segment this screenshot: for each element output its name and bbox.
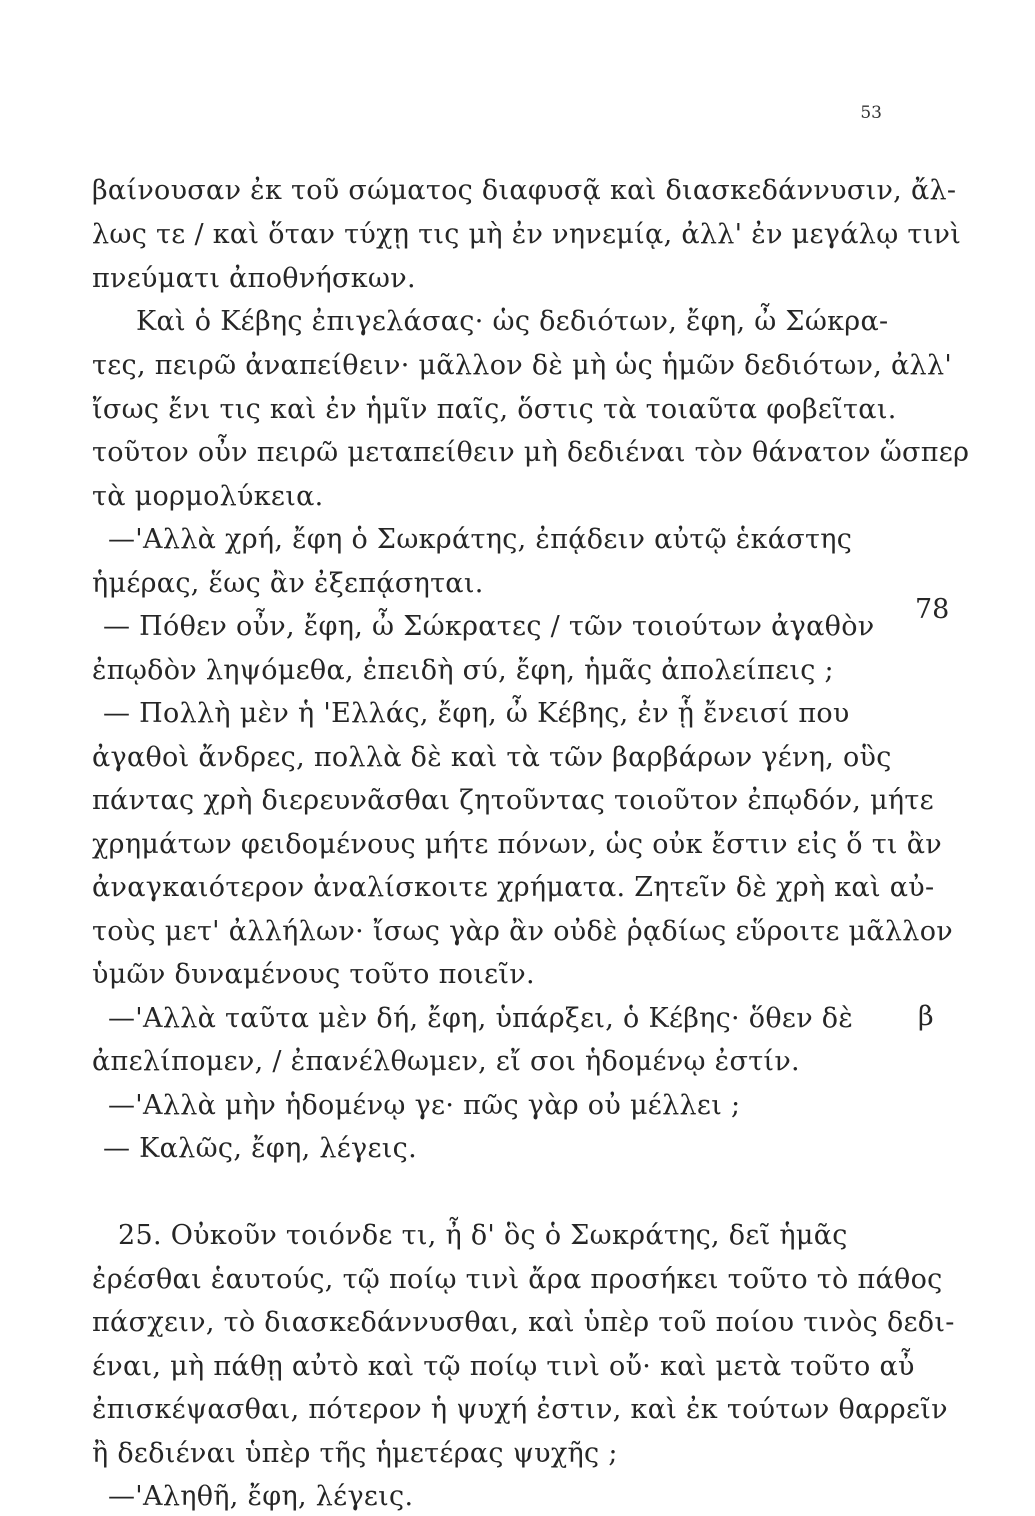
text-line: —'Αλλὰ μὴν ἡδομένῳ γε· πῶς γὰρ οὐ μέλλει ; (108, 1090, 741, 1121)
text-line: λως τε / καὶ ὅταν τύχῃ τις μὴ ἐν νηνεμίᾳ, ἀλλ' ἐν μεγάλῳ τινὶ (92, 219, 962, 250)
text-line: τοῦτον οὖν πειρῶ μεταπείθειν μὴ δεδιέναι τὸν θάνατον ὥσπερ (92, 437, 970, 468)
text-line: πνεύματι ἀποθνήσκων. (92, 263, 416, 294)
text-line: ἢ δεδιέναι ὑπὲρ τῆς ἡμετέρας ψυχῆς ; (92, 1438, 618, 1469)
text-line: — Καλῶς, ἔφη, λέγεις. (103, 1133, 417, 1164)
margin-section-marker-beta: β (918, 1001, 934, 1032)
text-line: ἀγαθοὶ ἄνδρες, πολλὰ δὲ καὶ τὰ τῶν βαρβάρων γένη, οὓς (92, 742, 892, 773)
text-line: —'Αληθῆ, ἔφη, λέγεις. (108, 1481, 414, 1512)
text-line: ἐπισκέψασθαι, πότερον ἡ ψυχή ἐστιν, καὶ ἐκ τούτων θαρρεῖν (92, 1394, 948, 1425)
text-line: τες, πειρῶ ἀναπείθειν· μᾶλλον δὲ μὴ ὡς ἡμῶν δεδιότων, ἀλλ' (92, 350, 953, 381)
text-line: ἀναγκαιότερον ἀναλίσκοιτε χρήματα. Ζητεῖν δὲ χρὴ καὶ αὐ- (92, 872, 935, 903)
text-line: ἡμέρας, ἕως ἂν ἐξεπᾴσηται. (92, 568, 484, 599)
margin-line-number-78: 78 (915, 594, 950, 625)
text-line: πάσχειν, τὸ διασκεδάννυσθαι, καὶ ὑπὲρ τοῦ ποίου τινὸς δεδι- (92, 1307, 955, 1338)
text-line: — Πόθεν οὖν, ἔφη, ὦ Σώκρατες / τῶν τοιούτων ἀγαθὸν (103, 611, 875, 642)
text-line: πάντας χρὴ διερευνᾶσθαι ζητοῦντας τοιοῦτον ἐπῳδόν, μήτε (92, 785, 934, 816)
text-line: χρημάτων φειδομένους μήτε πόνων, ὡς οὐκ ἔστιν εἰς ὅ τι ἂν (92, 829, 942, 860)
text-line: ὑμῶν δυναμένους τοῦτο ποιεῖν. (92, 959, 535, 990)
text-line: τοὺς μετ' ἀλλήλων· ἴσως γὰρ ἂν οὐδὲ ῥᾳδίως εὕροιτε μᾶλλον (92, 916, 953, 947)
text-line: τὰ μορμολύκεια. (92, 481, 324, 512)
text-line: ἀπελίπομεν, / ἐπανέλθωμεν, εἴ σοι ἡδομένῳ ἐστίν. (92, 1046, 800, 1077)
text-line: βαίνουσαν ἐκ τοῦ σώματος διαφυσᾷ καὶ διασκεδάννυσιν, ἄλ- (92, 175, 957, 206)
text-line: ἴσως ἔνι τις καὶ ἐν ἡμῖν παῖς, ὅστις τὰ τοιαῦτα φοβεῖται. (92, 394, 897, 425)
text-line: ἐρέσθαι ἑαυτούς, τῷ ποίῳ τινὶ ἄρα προσήκει τοῦτο τὸ πάθος (92, 1264, 943, 1295)
text-line: ἐπῳδὸν ληψόμεθα, ἐπειδὴ σύ, ἔφη, ἡμᾶς ἀπολείπεις ; (92, 655, 834, 686)
text-line: Καὶ ὁ Κέβης ἐπιγελάσας· ὡς δεδιότων, ἔφη, ὦ Σώκρα- (136, 306, 889, 337)
page-number: 53 (860, 103, 882, 123)
text-line: —'Αλλὰ ταῦτα μὲν δή, ἔφη, ὑπάρξει, ὁ Κέβης· ὅθεν δὲ (108, 1003, 854, 1034)
text-line: 25. Οὐκοῦν τοιόνδε τι, ἦ δ' ὃς ὁ Σωκράτης, δεῖ ἡμᾶς (118, 1220, 848, 1251)
text-line: — Πολλὴ μὲν ἡ 'Ελλάς, ἔφη, ὦ Κέβης, ἐν ᾗ ἔνεισί που (103, 698, 850, 729)
text-line: έναι, μὴ πάθῃ αὐτὸ καὶ τῷ ποίῳ τινὶ οὔ· καὶ μετὰ τοῦτο αὖ (92, 1351, 915, 1382)
text-line: —'Αλλὰ χρή, ἔφη ὁ Σωκράτης, ἐπᾴδειν αὐτῷ ἑκάστης (108, 524, 853, 555)
